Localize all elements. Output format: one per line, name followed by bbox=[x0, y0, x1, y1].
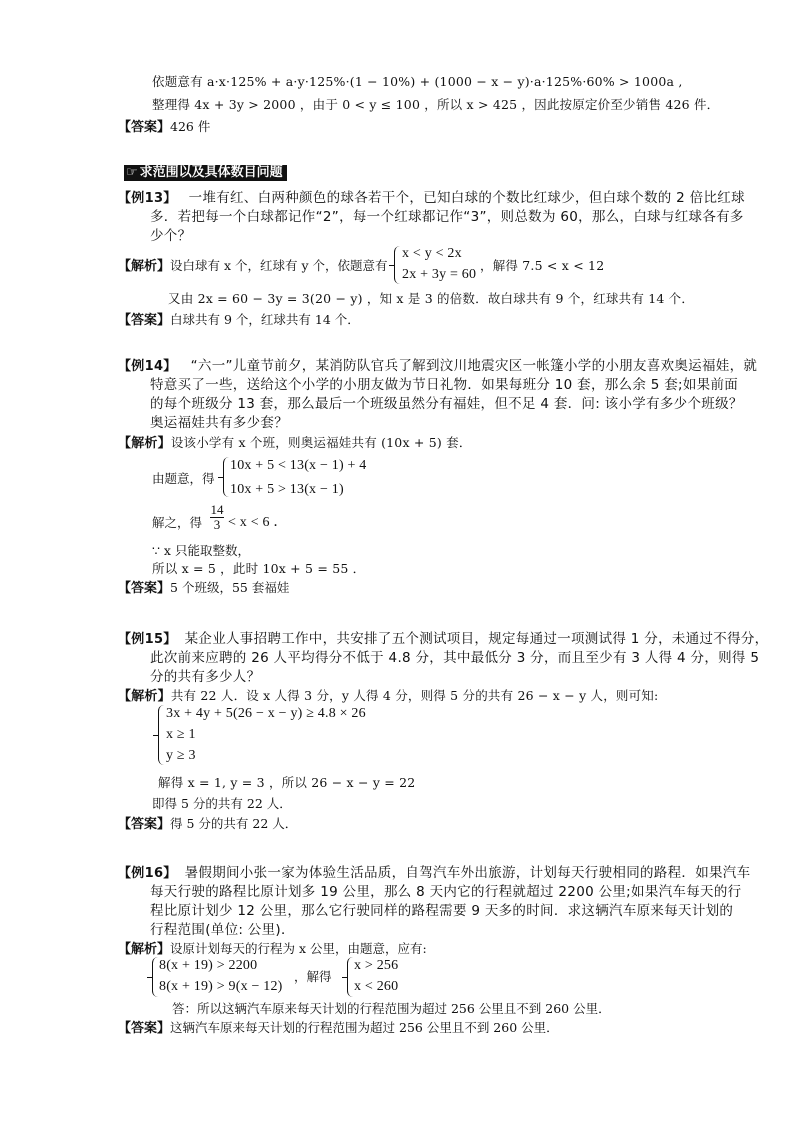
answer-tag: 【答案】 bbox=[118, 581, 171, 596]
ex14-system-eq-1: 10x + 5 < 13(x − 1) + 4 bbox=[230, 458, 367, 473]
ex13-system-eq-1: x < y < 2x bbox=[402, 246, 462, 261]
answer-tag: 【答案】 bbox=[118, 817, 171, 832]
ex15-solution-line-1: 【解析】共有 22 人．设 x 人得 3 分，y 人得 4 分，则得 5 分的共有 26 − x − y 人，则可知: bbox=[118, 688, 659, 704]
ex16-question-line-1: 【例16】 暑假期间小张一家为体验生活品质，自驾汽车外出旅游，计划每天行驶相同的路程．如果汽车 bbox=[118, 865, 751, 881]
answer-tag: 【答案】 bbox=[118, 1021, 171, 1036]
solution-tag: 【解析】 bbox=[118, 942, 171, 957]
solution-tag: 【解析】 bbox=[118, 689, 171, 704]
ex15-tag: 【例15】 bbox=[118, 632, 177, 647]
ex16-brace-1 bbox=[152, 957, 159, 997]
ex16-question-line-3: 程比原计划少 12 公里，那么它行驶同样的路程需要 9 天多的时间．求这辆汽车原来每天计划的 bbox=[150, 903, 734, 919]
ex14-question-line-3: 的每个班级分 13 套，那么最后一个班级虽然分有福娃，但不足 4 套．问: 该小学有多少个班级？ bbox=[150, 396, 743, 412]
ex15-system-eq-3: y ≥ 3 bbox=[166, 748, 196, 763]
ex16-brace-2 bbox=[347, 957, 354, 997]
ex13-solution-line-2: 又由 2x = 60 − 3y = 3(20 − y) ，知 x 是 3 的倍数．故白球共有 9 个，红球共有 14 个． bbox=[168, 291, 695, 306]
ex14-solution-line-5: 所以 x = 5 ，此时 10x + 5 = 55 ． bbox=[152, 561, 366, 576]
ex15-system-eq-1: 3x + 4y + 5(26 − x − y) ≥ 4.8 × 26 bbox=[166, 706, 366, 721]
ex15-question-line-2: 此次前来应聘的 26 人平均得分不低于 4.8 分，其中最低分 3 分，而且至少有 3 人得 4 分，则得 5 bbox=[150, 650, 760, 666]
ex14-brace bbox=[223, 457, 230, 497]
ex16-system-eq-3: x > 256 bbox=[354, 958, 399, 973]
ex13-tag: 【例13】 bbox=[118, 191, 177, 206]
ex13-question-line-2: 多．若把每一个白球都记作“2”，每一个红球都记作“3”，则总数为 60，那么，白球与红球各有多 bbox=[150, 209, 744, 225]
ex14-answer: 【答案】5 个班级，55 套福娃 bbox=[118, 580, 290, 596]
intro-line-2: 整理得 4x + 3y > 2000 ，由于 0 < y ≤ 100 ，所以 x > 425 ，因此按原定价至少销售 426 件． bbox=[152, 97, 720, 112]
ex13-system-eq-2: 2x + 3y = 60 bbox=[402, 267, 477, 282]
ex16-tag: 【例16】 bbox=[118, 866, 177, 881]
ex16-solution-conclusion: 答：所以这辆汽车原来每天计划的行程范围为超过 256 公里且不到 260 公里． bbox=[172, 1001, 611, 1016]
answer-text: 426 件 bbox=[170, 119, 211, 134]
ex15-solution-line-2: 解得 x = 1, y = 3 ，所以 26 − x − y = 22 bbox=[158, 775, 416, 790]
ex14-solution-line-1: 【解析】设该小学有 x 个班，则奥运福娃共有 (10x + 5) 套． bbox=[118, 435, 472, 451]
ex16-solution-line-1: 【解析】设原计划每天的行程为 x 公里，由题意，应有: bbox=[118, 941, 427, 957]
ex14-solution-line-2: 由题意，得 bbox=[152, 471, 215, 486]
ex16-system-eq-2: 8(x + 19) > 9(x − 12) bbox=[159, 979, 283, 994]
ex14-solution-line-4: ∵ x 只能取整数， bbox=[152, 543, 250, 558]
ex15-system-eq-2: x ≥ 1 bbox=[166, 727, 196, 742]
ex16-question-line-4: 行程范围(单位: 公里)． bbox=[150, 922, 295, 938]
answer-tag: 【答案】 bbox=[118, 120, 171, 135]
ex16-question-line-2: 每天行驶的路程比原计划多 19 公里，那么 8 天内它的行程就超过 2200 公里;如果汽车每天的行 bbox=[150, 884, 742, 900]
ex15-question-line-3: 分的共有多少人？ bbox=[150, 669, 261, 685]
ex15-answer: 【答案】得 5 分的共有 22 人． bbox=[118, 816, 298, 832]
section-heading-text: 求范围以及具体数目问题 bbox=[139, 165, 283, 180]
ex14-question-line-4: 奥运福娃共有多少套？ bbox=[150, 415, 288, 431]
ex13-question-line-3: 少个？ bbox=[150, 228, 192, 244]
ex14-question-line-2: 特意买了一些，送给这个小学的小朋友做为节日礼物．如果每班分 10 套，那么余 5 套;如果前面 bbox=[150, 377, 739, 393]
ex13-solution-result: ，解得 7.5 < x < 12 bbox=[480, 258, 605, 273]
ex13-answer: 【答案】白球共有 9 个，红球共有 14 个． bbox=[118, 312, 360, 328]
ex15-solution-line-3: 即得 5 分的共有 22 人． bbox=[152, 796, 292, 811]
ex14-system-eq-2: 10x + 5 > 13(x − 1) bbox=[230, 482, 344, 497]
ex15-question-line-1: 【例15】 某企业人事招聘工作中，共安排了五个测试项目，规定每通过一项测试得 1 分，未通过不得分， bbox=[118, 631, 769, 647]
ex14-question-line-1: 【例14】 “六一”儿童节前夕，某消防队官兵了解到汶川地震灾区一帐篷小学的小朋友喜欢奥运福娃，就 bbox=[118, 358, 758, 374]
ex15-brace bbox=[158, 705, 165, 765]
answer-tag: 【答案】 bbox=[118, 313, 171, 328]
section-heading bbox=[124, 165, 287, 181]
ex16-system-eq-1: 8(x + 19) > 2200 bbox=[159, 958, 258, 973]
ex13-solution-line-1: 【解析】设白球有 x 个，红球有 y 个，依题意有 bbox=[118, 258, 388, 274]
ex16-solve-label: ，解得 bbox=[294, 969, 332, 984]
ex13-brace bbox=[394, 246, 401, 284]
ex14-fraction-inequality: < x < 6 ． bbox=[228, 515, 288, 530]
ex16-system-eq-4: x < 260 bbox=[354, 979, 399, 994]
solution-tag: 【解析】 bbox=[118, 436, 171, 451]
ex14-tag: 【例14】 bbox=[118, 359, 177, 374]
pointing-hand-icon: ☞ bbox=[126, 165, 138, 180]
intro-line-1: 依题意有 a·x·125% + a·y·125%·(1 − 10%) + (1000 − x − y)·a·125%·60% > 1000a , bbox=[152, 74, 683, 89]
ex14-solution-line-3: 解之，得 bbox=[152, 515, 203, 530]
ex16-answer: 【答案】这辆汽车原来每天计划的行程范围为超过 256 公里且不到 260 公里． bbox=[118, 1020, 559, 1036]
ex13-question-line-1: 【例13】 一堆有红、白两种颜色的球各若干个，已知白球的个数比红球少，但白球个数的 2 倍比红球 bbox=[118, 190, 745, 206]
intro-answer bbox=[118, 118, 210, 137]
solution-tag: 【解析】 bbox=[118, 259, 171, 274]
fraction-14-3: $\frac{14}{3}$ bbox=[210, 502, 224, 532]
